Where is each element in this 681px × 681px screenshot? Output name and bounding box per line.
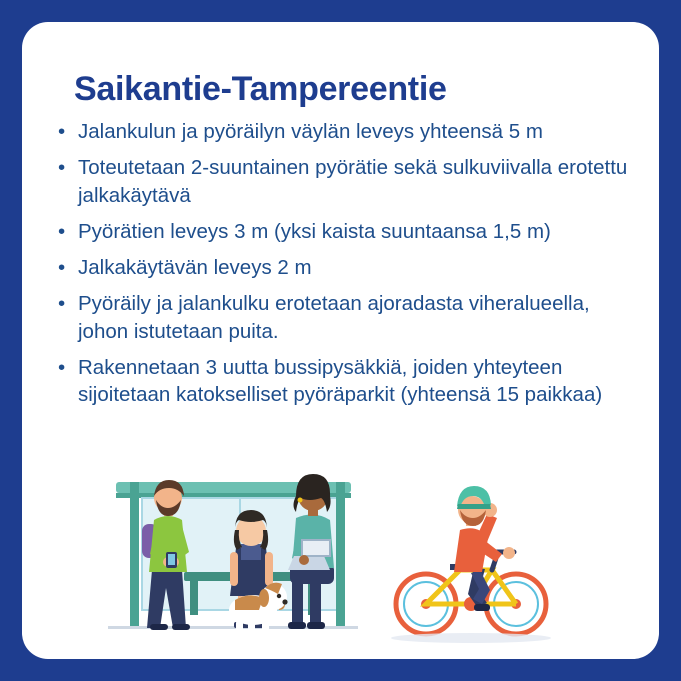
bus-stop-and-cyclist-illustration [22, 452, 659, 659]
cyclist-waving [396, 486, 546, 634]
list-item: • Toteutetaan 2-suuntainen pyörätie sekä sulkuviivalla erotettu jalkakäytävä [50, 154, 640, 209]
list-item: • Jalankulun ja pyöräilyn väylän leveys yhteensä 5 m [50, 118, 640, 145]
list-item: • Jalkakäytävän leveys 2 m [50, 254, 640, 281]
list-item: • Rakennetaan 3 uutta bussipysäkkiä, joiden yhteyteen sijoitetaan katokselliset pyöräparkit (yhteensä 15 paikkaa) [50, 354, 640, 409]
list-item: • Pyörätien leveys 3 m (yksi kaista suuntaansa 1,5 m) [50, 218, 640, 245]
bullet-list [50, 118, 640, 417]
list-item: • Pyöräily ja jalankulku erotetaan ajoradasta viheralueella, johon istutetaan puita. [50, 290, 640, 345]
content-card [22, 22, 659, 659]
page-title: Saikantie-Tampereentie [74, 70, 447, 108]
